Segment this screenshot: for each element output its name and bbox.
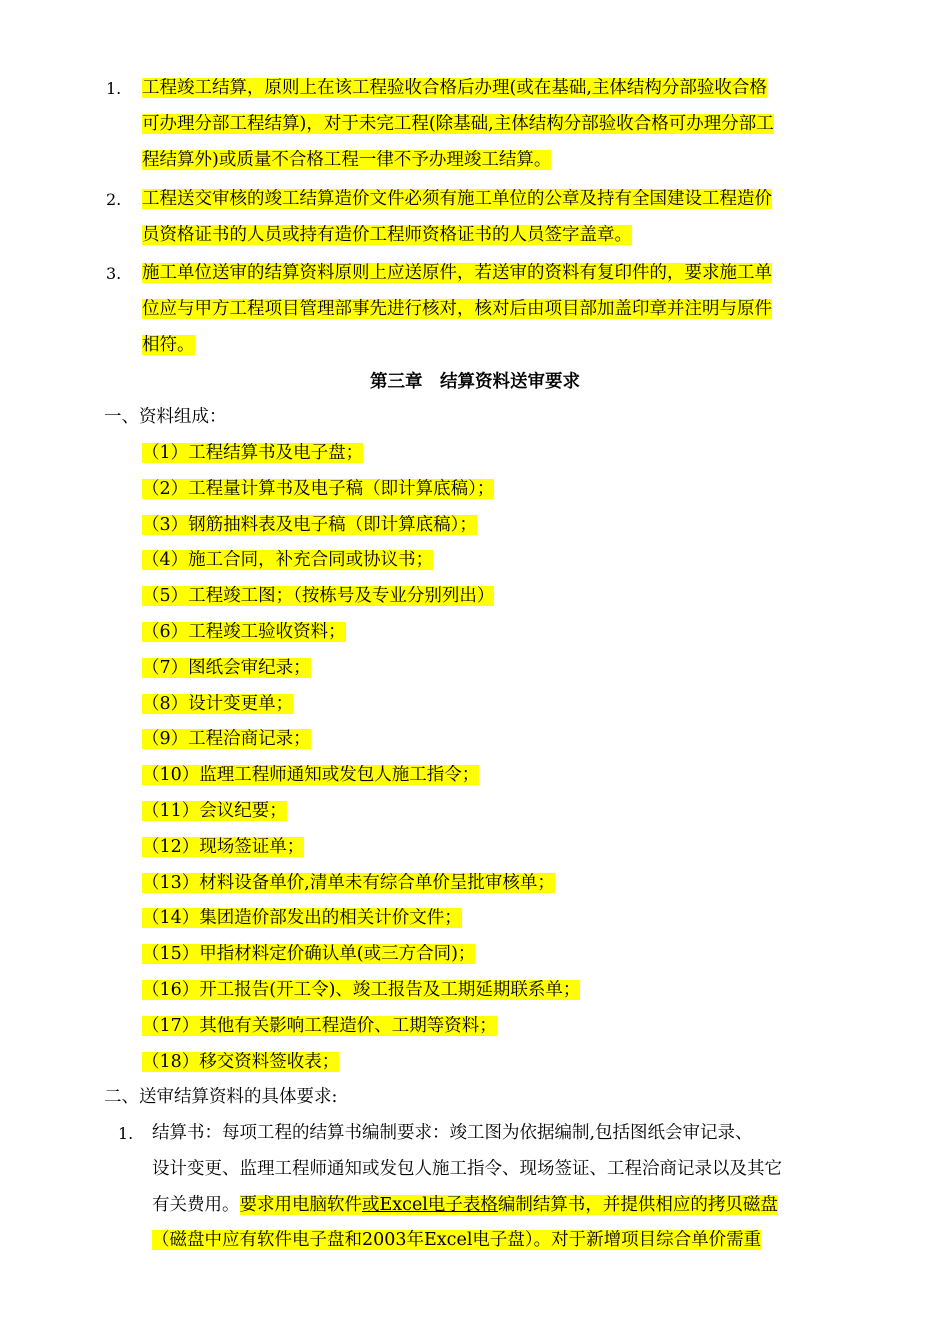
list-item: （10）监理工程师通知或发包人施工指令； <box>142 765 480 786</box>
p4-line: 设计变更、监理工程师通知或发包人施工指令、现场签证、工程洽商记录以及其它 <box>152 1158 782 1179</box>
materials-list <box>142 436 580 1080</box>
section2-title: 二、送审结算资料的具体要求: <box>104 1087 338 1107</box>
p2-number: 2. <box>106 190 122 209</box>
section1-title: 一、资料组成： <box>104 407 227 427</box>
list-item: （6）工程竣工验收资料； <box>142 621 346 642</box>
list-item: （7）图纸会审纪录； <box>142 657 311 678</box>
chapter-title: 第三章 结算资料送审要求 <box>370 372 580 392</box>
list-item: （18）移交资料签收表； <box>142 1051 340 1072</box>
p3-line: 施工单位送审的结算资料原则上应送原件，若送审的资料有复印件的，要求施工单 <box>142 263 772 283</box>
list-item: （4）施工合同，补充合同或协议书； <box>142 550 434 571</box>
list-item: （2）工程量计算书及电子稿（即计算底稿）； <box>142 478 495 499</box>
p3-line: 相符。 <box>142 334 195 355</box>
p1-paragraph <box>142 71 774 178</box>
p3-line: 位应与甲方工程项目管理部事先进行核对，核对后由项目部加盖印章并注明与原件 <box>142 298 772 319</box>
list-item: （17）其他有关影响工程造价、工期等资料； <box>142 1015 497 1036</box>
list-item: （1）工程结算书及电子盘； <box>142 443 364 463</box>
p2-line: 工程送交审核的竣工结算造价文件必须有施工单位的公章及持有全国建设工程造价 <box>142 189 772 209</box>
p2-paragraph <box>142 182 772 254</box>
p1-line: 工程竣工结算，原则上在该工程验收合格后办理(或在基础,主体结构分部验收合格 <box>142 78 767 98</box>
p1-line: 可办理分部工程结算)，对于未完工程(除基础,主体结构分部验收合格可办理分部工 <box>142 113 774 134</box>
list-item: （8）设计变更单； <box>142 693 294 714</box>
list-item: （16）开工报告(开工令)、竣工报告及工期延期联系单； <box>142 979 581 1000</box>
p4-line: （磁盘中应有软件电子盘和2003年Excel电子盘）。对于新增项目综合单价需重 <box>152 1230 762 1251</box>
p4-line: 有关费用。要求用电脑软件或Excel电子表格编制结算书，并提供相应的拷贝磁盘 <box>152 1194 778 1215</box>
p4-line: 结算书：每项工程的结算书编制要求：竣工图为依据编制,包括图纸会审记录、 <box>152 1123 753 1143</box>
list-item: （3）钢筋抽料表及电子稿（即计算底稿）； <box>142 514 477 535</box>
p1-number: 1. <box>106 79 122 98</box>
p4-paragraph <box>152 1116 782 1259</box>
list-item: （14）集团造价部发出的相关计价文件； <box>142 908 462 929</box>
p3-paragraph <box>142 256 772 363</box>
p2-line: 员资格证书的人员或持有造价工程师资格证书的人员签字盖章。 <box>142 224 632 245</box>
list-item: （5）工程竣工图；（按栋号及专业分别列出） <box>142 586 495 607</box>
underlined-text: 或Excel电子表格 <box>362 1194 498 1215</box>
list-item: （11）会议纪要； <box>142 800 287 821</box>
p3-number: 3. <box>106 264 122 283</box>
p1-line: 程结算外)或质量不合格工程一律不予办理竣工结算。 <box>142 149 552 170</box>
list-item: （13）材料设备单价,清单未有综合单价呈批审核单； <box>142 872 555 893</box>
p4-number: 1. <box>118 1124 134 1143</box>
list-item: （15）甲指材料定价确认单(或三方合同)； <box>142 944 476 965</box>
list-item: （12）现场签证单； <box>142 836 305 857</box>
list-item: （9）工程洽商记录； <box>142 729 311 750</box>
